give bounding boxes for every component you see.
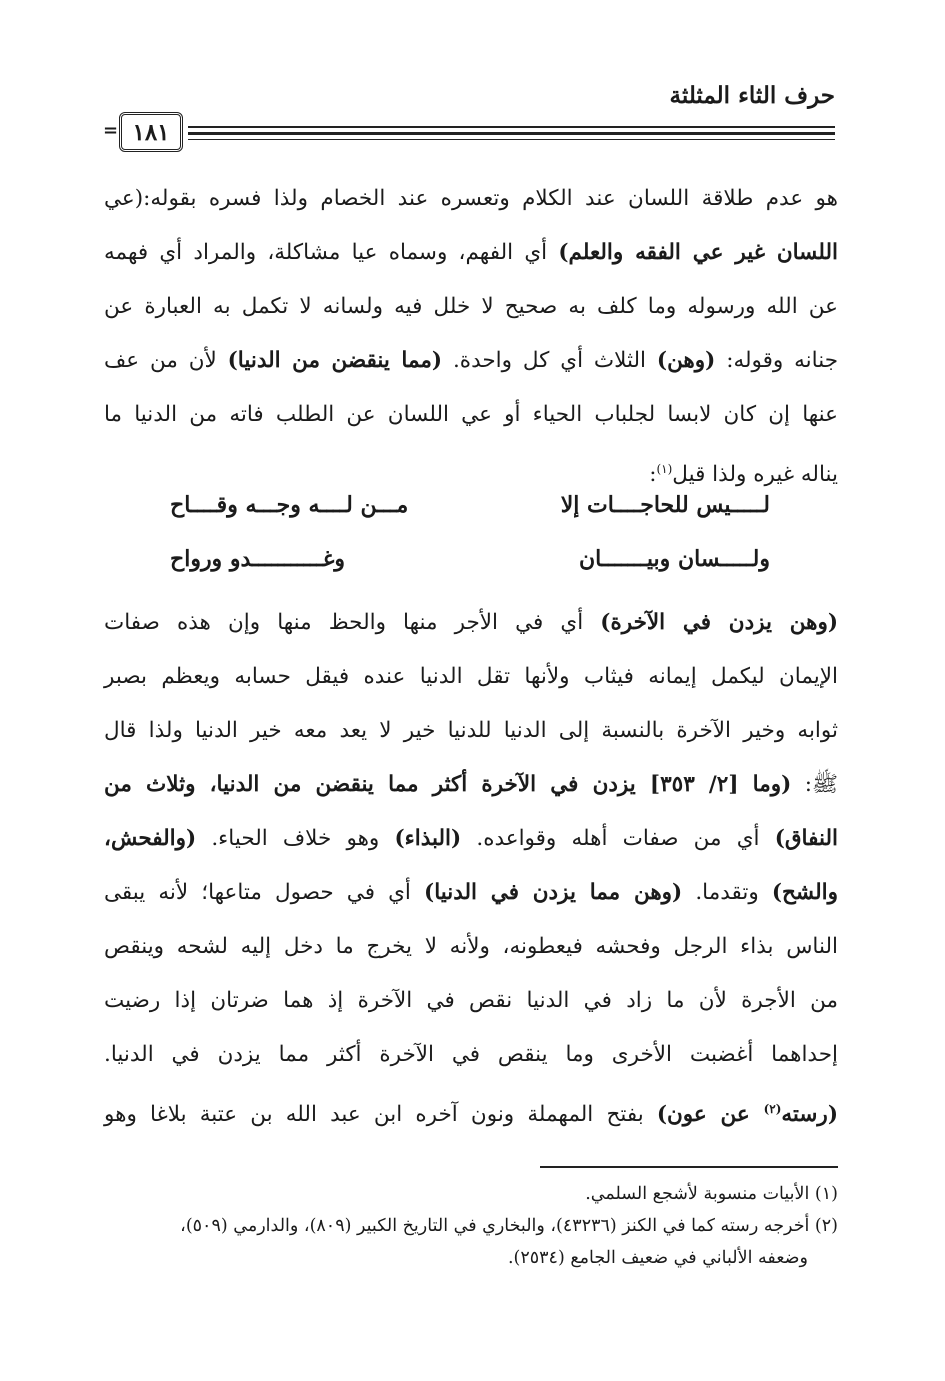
text-line: هو عدم طلاقة اللسان عند الكلام وتعسره عند الخصام ولذا فسره بقوله:(عي [104,186,838,211]
text-line: جنانه وقوله: (وهن) الثلاث أي كل واحدة. (مما ينقضن من الدنيا) لأن من عف [104,348,838,373]
text-line: (وهن يزدن في الآخرة) أي في الأجر منها والحظ منها وإن هذه صفات [104,610,838,635]
bold-quote: النفاق) [774,826,838,851]
text-line: والشح) وتقدما. (وهن مما يزدن في الدنيا) أي في حصول متاعها؛ لأنه يبقى [104,880,838,905]
bold-quote: (مما ينقضن من الدنيا) [227,348,443,373]
text-line: اللسان غير عي الفقه والعلم) أي الفهم، وسماه عيا مشاكلة، والمراد أي فهمه [104,240,838,265]
verse-line-1 [170,492,770,518]
bold-quote: (وهن) [656,348,716,373]
text-line: عنها إن كان لابسا لجلباب الحياء أو عي اللسان عن الطلب فاته من الدنيا ما [104,402,838,427]
footnote-1: (١) الأبيات منسوبة لأشجع السلمي. [585,1184,838,1204]
bold-quote: (رسته$^{(٢)}$ عن عون) [656,1102,838,1128]
bold-quote: (والفحش، [104,826,197,851]
verse-hemistich-left: وغـــــــــــدو ورواح [170,546,346,572]
text-line: الناس بذاء الرجل وفحشه فيعطونه، ولأنه لا يخرج ما دخل إليه لشحه وينقص [104,934,838,959]
bold-quote: (وهن مما يزدن في الدنيا) [424,880,683,905]
verse-line-2 [170,546,770,572]
footnote-ref: (١) [656,462,673,476]
verse-hemistich-right: ولـــــسان وبيـــــــان [578,546,770,572]
paragraph-1 [104,172,838,502]
page-number: ١٨١ [119,112,183,152]
text-line: من الأجرة لأن ما زاد في الدنيا نقص في الآخرة إذ هما ضرتان إذا رضيت [104,988,838,1013]
header-rule [188,139,835,140]
page-number-ornament: = [103,120,119,141]
text-line: النفاق) أي من صفات أهله وقواعده. (البذاء) وهو خلاف الحياء. (والفحش، [104,826,838,851]
footnote-2-continued: وضعفه الألباني في ضعيف الجامع (٢٥٣٤). [507,1248,808,1268]
footnotes [104,1178,838,1274]
footnote-separator [540,1166,838,1168]
header-rule [188,132,835,135]
bold-quote: اللسان غير عي الفقه والعلم) [558,240,838,265]
running-title: حرف الثاء المثلثة [669,82,835,109]
footnote-ref: (٢) [763,1102,782,1116]
verse-hemistich-right: لـــــيس للحاجــــات إلا [560,492,770,518]
text-line: ثوابه وخير الآخرة بالنسبة إلى الدنيا للدنيا خير لا يعد معه خير الدنيا ولذا قال [104,718,838,743]
header-rule [188,126,835,128]
text-line: يناله غيره ولذا قيل$^{(١)}$: [649,462,838,488]
text-line: (رسته$^{(٢)}$ عن عون) بفتح المهملة ونون آخره ابن عبد الله بن عتبة بلاغا وهو [104,1102,838,1128]
text-line: ﷺ: (وما [٢/ ٣٥٣] يزدن في الآخرة أكثر مما ينقضن من الدنيا، وثلاث من [104,772,838,797]
paragraph-2 [104,596,838,1142]
text-line: عن الله ورسوله وما كلف به صحيح لا خلل فيه ولسانه لا تكمل به العبارة عن [104,294,838,319]
verse-hemistich-left: مـــن لــــه وجـــه وقــــاح [170,492,409,518]
bold-quote: والشح) [771,880,838,905]
footnote-2: (٢) أخرجه رسته كما في الكنز (٤٣٢٣٦)، والبخاري في التاريخ الكبير (٨٠٩)، والدارمي (٥٠٩)، [180,1216,838,1236]
text-line: الإيمان ليكمل إيمانه فيثاب ولأنها تقل الدنيا عنده فيقل حسابه ويعظم بصبر [104,664,838,689]
bold-quote: (وهن يزدن في الآخرة) [600,610,838,635]
page-header [0,0,945,160]
text-line: إحداهما أغضبت الأخرى وما ينقص في الآخرة أكثر مما يزدن في الدنيا. [104,1042,838,1067]
bold-quote: (وما [٢/ ٣٥٣] يزدن في الآخرة أكثر مما ينقضن من الدنيا، وثلاث من [104,772,792,797]
bold-quote: (البذاء) [394,826,462,851]
